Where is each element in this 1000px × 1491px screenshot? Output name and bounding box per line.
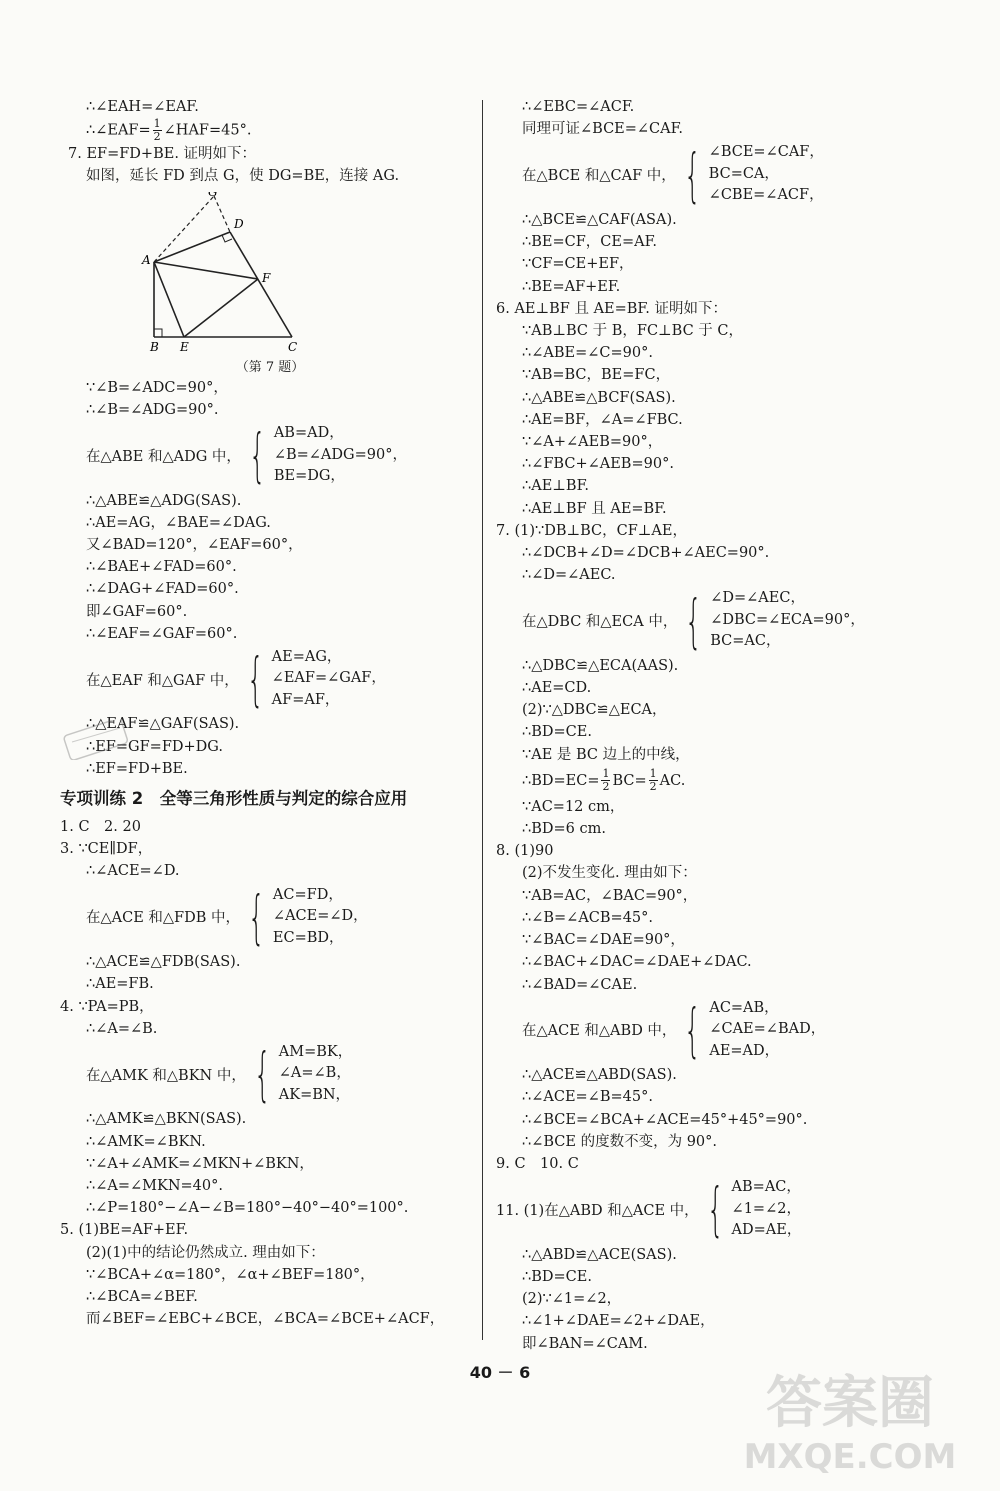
equation-system [60, 1042, 470, 1107]
text-line: ∴∠A=∠MKN=40°. [86, 1178, 223, 1195]
label-B: B [150, 339, 159, 352]
text-line: ∴∠DCB+∠D=∠DCB+∠AEC=90°. [522, 544, 770, 561]
brace-icon: { [254, 1040, 271, 1109]
text-line: ∴∠ACE=∠B=45°. [522, 1089, 653, 1106]
text-line: ∴△DBC≌△ECA(AAS). [522, 657, 679, 674]
system-row: ∠ACE=∠D， [272, 908, 368, 925]
system-row: ∠D=∠AEC， [710, 590, 805, 607]
system-row: ∠DBC=∠ECA=90°， [710, 611, 865, 628]
brace-icon: { [248, 882, 265, 951]
system-row: ∠EAF=∠GAF， [271, 670, 386, 687]
text-line: 1. C 2. 20 [60, 819, 141, 836]
brace-icon: { [683, 140, 701, 209]
text-line: ∴△ABE≌△BCF(SAS). [522, 389, 676, 406]
label-E: E [180, 339, 189, 352]
text-line: ∴BE=AF+EF. [522, 278, 621, 295]
left-column [60, 96, 470, 1331]
right-angle-mark-B [154, 329, 162, 337]
text-line: ∴△ACE≌△ABD(SAS). [522, 1067, 677, 1084]
denominator: 2 [649, 780, 657, 794]
text-line: ∵CF=CE+EF， [522, 256, 634, 273]
equation-system [60, 647, 470, 712]
segment-AG [154, 196, 214, 262]
text-line: ∴△BCE≌△CAF(ASA). [522, 211, 677, 228]
text-line: ∵AC=12 cm， [522, 798, 625, 815]
text-line: ∵AE 是 BC 边上的中线， [522, 746, 690, 763]
text-line: ∴EF=FD+BE. [86, 760, 188, 777]
text-line: ∴∠BCE=∠BCA+∠ACE=45°+45°=90°. [522, 1111, 808, 1128]
equation-system [60, 882, 470, 951]
label-D: D [234, 216, 244, 231]
text-line: ∵AB=AC，∠BAC=90°， [522, 887, 698, 904]
page-number: 40 － 6 [469, 1363, 531, 1382]
denominator: 2 [602, 780, 610, 794]
text-line: ∴BD=CE. [522, 724, 592, 741]
text-line: 6. AE⊥BF 且 AE=BF. 证明如下： [496, 300, 727, 317]
text-line: ∴∠AMK=∠BKN. [86, 1133, 206, 1150]
system-lead: 在△ABE 和△ADG 中， [86, 448, 241, 465]
right-angle-mark-D [222, 235, 232, 242]
text-line: ∵∠B=∠ADC=90°， [86, 379, 228, 396]
text-line: ∵∠A+∠AMK=∠MKN+∠BKN， [86, 1155, 314, 1172]
text-line: ∴AE=FB. [86, 976, 154, 993]
text-line: ∴△AMK≌△BKN(SAS). [86, 1111, 247, 1128]
system-row: AK=BN， [278, 1086, 351, 1103]
system-row: BC=CA， [708, 165, 779, 182]
section-heading: 专项训练 2 全等三角形性质与判定的综合应用 [60, 789, 408, 809]
equation-system [60, 423, 470, 488]
fraction [649, 768, 658, 793]
system-row: AM=BK， [278, 1043, 353, 1060]
text-line: ∴∠EBC=∠ACF. [522, 99, 635, 115]
system-lead: 在△DBC 和△ECA 中， [522, 614, 678, 631]
text-line: ∴∠B=∠ACB=45°. [522, 909, 654, 926]
text-line: ∴∠BAE+∠FAD=60°. [86, 559, 237, 576]
text-part: ∴∠EAF= [86, 122, 151, 139]
system-row: BE=DG， [273, 468, 345, 485]
text-line: ∴AE=BF，∠A=∠FBC. [522, 411, 683, 428]
text-line: ∴∠ACE=∠D. [86, 863, 180, 880]
text-line: ∴∠1+∠DAE=∠2+∠DAE， [522, 1313, 715, 1330]
label-F: F [262, 270, 271, 285]
fraction [601, 768, 610, 793]
text-line: ∴∠BCA=∠BEF. [86, 1289, 198, 1306]
text-line: 同理可证∠BCE=∠CAF. [522, 121, 684, 138]
text-line: (2)(1)中的结论仍然成立. 理由如下： [86, 1244, 325, 1261]
label-G: G [208, 191, 218, 199]
stamp-icon [62, 720, 132, 760]
equation-system [496, 995, 936, 1064]
text-line: ∵AB⊥BC 于 B，FC⊥BC 于 C， [522, 322, 744, 339]
text-part: ∴BD=EC= [522, 772, 600, 789]
brace-icon: { [246, 645, 264, 714]
system-row: EC=BD， [272, 929, 344, 946]
text-line: (2)∵∠1=∠2， [522, 1291, 622, 1308]
figure-7 [140, 192, 340, 375]
text-line: (2)∵△DBC≌△ECA， [522, 702, 667, 719]
label-A: A [142, 252, 151, 267]
system-row: AC=FD， [272, 886, 343, 903]
text-line: 3. ∵CE∥DF， [60, 841, 153, 858]
text-line: ∴AE=AG，∠BAE=∠DAG. [86, 514, 271, 531]
text-line: ∴∠P=180°−∠A−∠B=180°−40°−40°=100°. [86, 1200, 409, 1217]
column-divider [482, 100, 483, 1340]
text-line [60, 118, 470, 143]
system-row: ∠1=∠2， [731, 1200, 801, 1217]
numerator: 1 [153, 117, 161, 131]
equation-system [496, 1177, 936, 1242]
segment-AF [154, 262, 258, 279]
text-line: 8. (1)90 [496, 843, 554, 860]
text-line: ∴BE=CF，CE=AF. [522, 234, 657, 251]
segment-AD [154, 232, 230, 262]
text-line: ∴∠EAH=∠EAF. [86, 99, 199, 115]
text-part: ∠HAF=45°. [163, 122, 252, 139]
text-line: ∴△ABD≌△ACE(SAS). [522, 1246, 677, 1263]
segment-EF [184, 279, 258, 337]
text-line: 4. ∵PA=PB， [60, 998, 154, 1015]
numerator: 1 [649, 767, 657, 781]
system-row: AE=AD， [709, 1042, 780, 1059]
text-line: ∴AE⊥BF. [522, 478, 589, 495]
text-line: ∴∠FBC+∠AEB=90°. [522, 456, 674, 473]
text-line: 9. C 10. C [496, 1156, 579, 1173]
text-line: ∴∠EAF=∠GAF=60°. [86, 625, 238, 642]
system-row: ∠CBE=∠ACF， [708, 187, 824, 204]
text-line: 又∠BAD=120°，∠EAF=60°， [86, 536, 303, 553]
fraction [153, 118, 162, 143]
numerator: 1 [602, 767, 610, 781]
figure-caption: （第 7 题） [235, 359, 305, 375]
text-line: 即∠BAN=∠CAM. [522, 1335, 648, 1352]
text-part: BC= [612, 772, 647, 789]
text-line: ∴BD=6 cm. [522, 821, 606, 838]
system-row: ∠A=∠B， [278, 1065, 351, 1082]
system-lead: 11. (1)在△ABD 和△ACE 中， [496, 1202, 699, 1219]
text-line: ∴∠A=∠B. [86, 1020, 158, 1037]
text-line: ∴△ACE≌△FDB(SAS). [86, 954, 241, 971]
text-line: ∴AE=CD. [522, 680, 592, 697]
text-line: ∴△ABE≌△ADG(SAS). [86, 492, 242, 509]
text-line: ∵∠BAC=∠DAE=90°， [522, 932, 685, 949]
right-column [496, 96, 936, 1355]
text-line: 5. (1)BE=AF+EF. [60, 1222, 189, 1239]
text-line: 即∠GAF=60°. [86, 603, 188, 620]
text-part: AC. [659, 772, 686, 789]
system-lead: 在△EAF 和△GAF 中， [86, 672, 239, 689]
brace-icon: { [706, 1175, 724, 1244]
brace-icon: { [685, 586, 703, 655]
equation-system [496, 588, 936, 653]
label-C: C [288, 339, 298, 352]
equation-system [496, 142, 936, 207]
watermark-logo-icon [720, 1364, 980, 1479]
brace-icon: { [684, 995, 702, 1064]
text-line: ∴∠B=∠ADG=90°. [86, 401, 219, 418]
text-line: ∴∠BAC+∠DAC=∠DAE+∠DAC. [522, 954, 752, 971]
text-line: ∴∠BCE 的度数不变，为 90°. [522, 1133, 718, 1150]
text-line: 如图，延长 FD 到点 G，使 DG=BE，连接 AG. [86, 168, 400, 185]
brace-icon: { [249, 421, 266, 490]
system-lead: 在△AMK 和△BKN 中， [86, 1067, 246, 1084]
text-line: ∴∠D=∠AEC. [522, 567, 616, 584]
text-line: ∴∠BAD=∠CAE. [522, 976, 638, 993]
segment-GD [214, 196, 230, 232]
text-line: ∵AB=BC，BE=FC， [522, 367, 671, 384]
denominator: 2 [153, 130, 161, 144]
geometry-diagram [140, 192, 340, 352]
system-lead: 在△ACE 和△ABD 中， [522, 1023, 677, 1040]
watermark-url: MXQE.COM [743, 1437, 957, 1477]
system-row: ∠BCE=∠CAF， [708, 144, 824, 161]
system-row: AF=AF， [271, 691, 340, 708]
text-line: ∴EF=GF=FD+DG. [86, 738, 223, 755]
text-line [496, 766, 936, 796]
system-lead: 在△BCE 和△CAF 中， [522, 168, 676, 185]
system-row: BC=AC， [710, 633, 781, 650]
segment-DC [230, 232, 292, 337]
system-row: AC=AB， [709, 999, 779, 1016]
text-line: 7. EF=FD+BE. 证明如下： [68, 146, 257, 163]
system-row: ∠CAE=∠BAD， [709, 1021, 826, 1038]
system-row: AB=AD， [273, 425, 344, 442]
text-line: ∴△EAF≌△GAF(SAS). [86, 716, 240, 733]
text-line: ∴∠ABE=∠C=90°. [522, 345, 653, 362]
segment-AE [154, 262, 184, 337]
system-lead: 在△ACE 和△FDB 中， [86, 910, 241, 927]
system-row: ∠B=∠ADG=90°， [273, 446, 407, 463]
text-line: ∴BD=CE. [522, 1268, 592, 1285]
text-line: 7. (1)∵DB⊥BC，CF⊥AE， [496, 522, 687, 539]
text-line: ∴∠DAG+∠FAD=60°. [86, 581, 239, 598]
watermark-title: 答案圈 [766, 1371, 934, 1436]
text-line: (2)不发生变化. 理由如下： [522, 865, 697, 882]
text-line: ∵∠A+∠AEB=90°， [522, 433, 663, 450]
text-line: ∴AE⊥BF 且 AE=BF. [522, 500, 667, 517]
system-row: AD=AE， [731, 1222, 802, 1239]
text-line: 而∠BEF=∠EBC+∠BCE，∠BCA=∠BCE+∠ACF， [86, 1311, 445, 1328]
text-line: ∵∠BCA+∠α=180°，∠α+∠BEF=180°， [86, 1266, 375, 1283]
system-row: AE=AG， [271, 648, 342, 665]
system-row: AB=AC， [731, 1179, 801, 1196]
